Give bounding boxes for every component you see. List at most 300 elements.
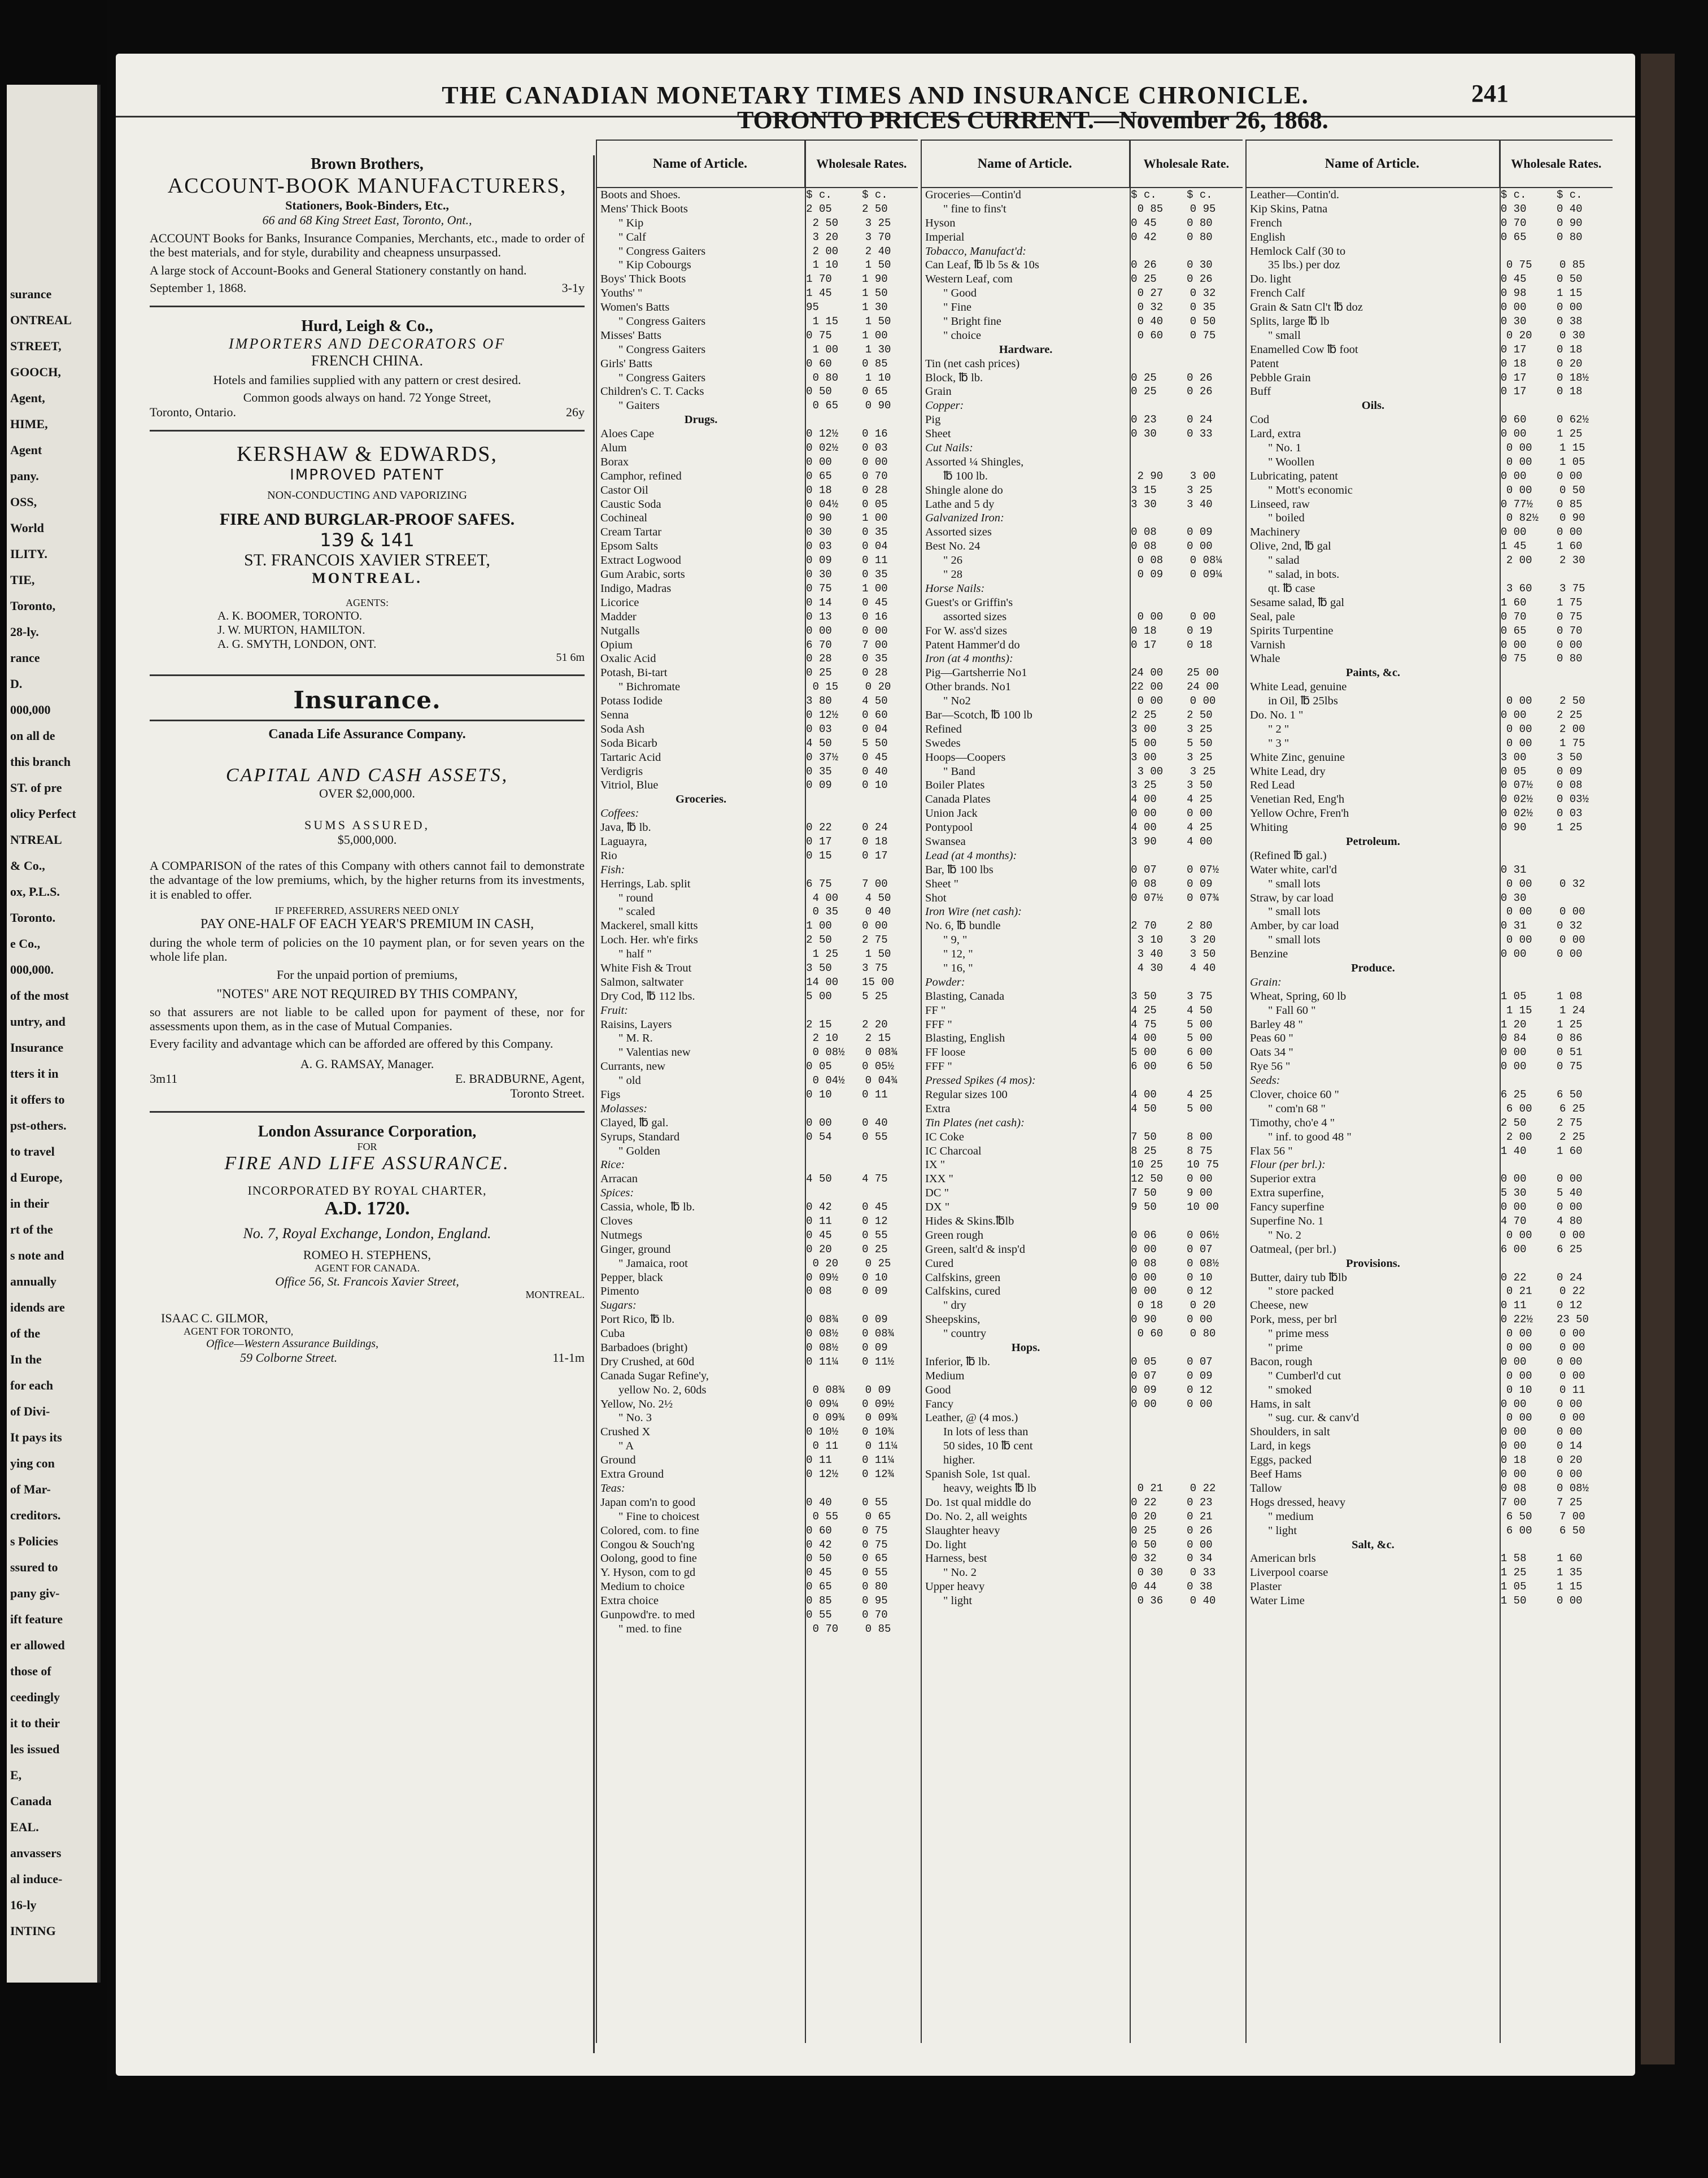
rate-low: 0 85 bbox=[806, 1595, 832, 1608]
article-name: " No. 2 bbox=[1268, 1229, 1302, 1242]
rate-low: 0 35 bbox=[806, 765, 832, 778]
article-name: Children's C. T. Cacks bbox=[600, 385, 704, 398]
article-name: " store packed bbox=[1268, 1285, 1334, 1298]
rate-low: 1 50 bbox=[1500, 1595, 1527, 1608]
rate-high: 0 95 bbox=[862, 1595, 888, 1608]
rate-high: 0 35 bbox=[862, 526, 888, 539]
rate-high: 25 00 bbox=[1187, 667, 1219, 679]
rate-low: 8 25 bbox=[1131, 1144, 1157, 1157]
price-row bbox=[1245, 1496, 1613, 1510]
article-name: Eggs, packed bbox=[1250, 1454, 1312, 1467]
price-row bbox=[921, 1341, 1243, 1355]
rate-high: 3 20 bbox=[1190, 934, 1216, 947]
rate-high: 3 00 bbox=[1190, 469, 1216, 482]
rate-high bbox=[865, 1144, 918, 1158]
article-name: Western Leaf, com bbox=[925, 273, 1013, 286]
article-name: Spanish Sole, 1st qual. bbox=[925, 1468, 1031, 1481]
article-name: Water Lime bbox=[1250, 1595, 1305, 1608]
rate-high: 0 00 bbox=[1556, 469, 1583, 482]
price-row bbox=[921, 1257, 1243, 1271]
rate-low: 5 00 bbox=[806, 990, 832, 1003]
price-row bbox=[921, 990, 1243, 1004]
rate-low: 0 00 bbox=[1131, 1271, 1157, 1284]
price-row bbox=[1245, 1018, 1613, 1032]
article-name: " Bichromate bbox=[618, 681, 681, 694]
article-name: Canada Sugar Refine'y, bbox=[600, 1369, 709, 1382]
article-name: Blasting, English bbox=[925, 1032, 1005, 1045]
article-name: IXX " bbox=[925, 1173, 953, 1186]
price-row bbox=[1245, 835, 1613, 849]
prev-page-fragment: EAL. bbox=[10, 1820, 39, 1834]
rate-low: 0 36 bbox=[1137, 1595, 1164, 1608]
ad-line: CAPITAL AND CASH ASSETS, bbox=[225, 765, 509, 786]
rate-high: 0 00 bbox=[862, 455, 888, 468]
price-row bbox=[1245, 427, 1613, 441]
rate-high: 2 30 bbox=[1559, 554, 1585, 567]
article-name: Hyson bbox=[925, 216, 956, 229]
price-row bbox=[1245, 1144, 1613, 1158]
rate-low: 3 00 bbox=[1131, 751, 1157, 764]
price-row bbox=[1245, 1158, 1613, 1172]
prev-page-fragment: In the bbox=[10, 1352, 42, 1366]
article-name: " Good bbox=[943, 287, 977, 300]
article-name: Hoops—Coopers bbox=[925, 751, 1006, 764]
price-row bbox=[1245, 1552, 1613, 1566]
rate-low: 0 20 bbox=[1131, 1510, 1157, 1523]
price-row bbox=[596, 511, 918, 525]
rate-high: 1 50 bbox=[865, 948, 891, 961]
article-name: Extra superfine, bbox=[1250, 1187, 1324, 1200]
article-name: Pressed Spikes (4 mos): bbox=[925, 1074, 1036, 1087]
rate-low bbox=[1126, 905, 1187, 919]
rate-high: 5 00 bbox=[1187, 1018, 1213, 1031]
rate-low: 2 15 bbox=[806, 1018, 832, 1031]
price-row bbox=[596, 1524, 918, 1538]
article-name: Tin Plates (net cash): bbox=[925, 1116, 1025, 1129]
rate-low: 4 75 bbox=[1131, 1018, 1157, 1031]
rate-high: 0 70 bbox=[862, 469, 888, 482]
rate-low: 0 54 bbox=[806, 1130, 832, 1143]
prev-page-fragment: D. bbox=[10, 677, 23, 691]
article-name: " No. 3 bbox=[618, 1412, 652, 1425]
price-row bbox=[596, 737, 918, 751]
rate-low: 3 50 bbox=[806, 961, 832, 974]
article-name: Women's Batts bbox=[600, 301, 670, 314]
rate-high: 0 12 bbox=[1556, 1299, 1583, 1312]
rate-low: 95 bbox=[806, 301, 819, 314]
prev-page-fragment: on all de bbox=[10, 729, 55, 743]
article-name: Fancy superfine bbox=[1250, 1201, 1324, 1214]
rate-low: 4 50 bbox=[806, 737, 832, 750]
rate-high: 0 19 bbox=[1187, 624, 1213, 637]
article-name: " inf. to good 48 " bbox=[1268, 1130, 1352, 1143]
ad-body: A large stock of Account-Books and General Stationery constantly on hand. bbox=[150, 263, 527, 277]
rate-low: 10 25 bbox=[1131, 1158, 1164, 1171]
article-name: Wheat, Spring, 60 lb bbox=[1250, 990, 1347, 1003]
price-row bbox=[596, 286, 918, 300]
rate-high: 5 50 bbox=[862, 737, 888, 750]
rate-low: 3 40 bbox=[1137, 948, 1164, 961]
price-row bbox=[1245, 722, 1613, 737]
article-name: Harness, best bbox=[925, 1552, 987, 1565]
price-row bbox=[596, 990, 918, 1004]
article-name: Buff bbox=[1250, 385, 1271, 398]
rate-low: 0 18 bbox=[806, 483, 832, 496]
price-row bbox=[921, 413, 1243, 427]
rate-high bbox=[1557, 1158, 1613, 1172]
rate-low: 1 45 bbox=[1500, 540, 1527, 553]
rate-low: 0 00 bbox=[1500, 948, 1527, 961]
article-name: Mackerel, small kitts bbox=[600, 920, 698, 933]
article-name: Hides & Skins.℔lb bbox=[925, 1215, 1014, 1228]
article-name: Pepper, black bbox=[600, 1271, 663, 1284]
price-row bbox=[1245, 1172, 1613, 1186]
article-name: FFF " bbox=[925, 1060, 952, 1073]
prev-page-fragment: er allowed bbox=[10, 1638, 65, 1652]
prev-page-fragment: of Divi- bbox=[10, 1404, 50, 1418]
article-name: " 9, " bbox=[943, 934, 968, 947]
rate-high: 4 25 bbox=[1187, 1088, 1213, 1101]
rate-low: 1 15 bbox=[1506, 1004, 1532, 1017]
article-name: Tobacco, Manufact'd: bbox=[925, 245, 1026, 258]
article-name: Machinery bbox=[1250, 526, 1300, 539]
article-name: Indigo, Madras bbox=[600, 582, 672, 595]
prev-page-fragment: of the bbox=[10, 1326, 41, 1340]
price-row bbox=[921, 694, 1243, 708]
rate-low: 1 00 bbox=[812, 343, 839, 356]
article-name: Coffees: bbox=[600, 807, 639, 820]
prev-page-fragment: ift feature bbox=[10, 1612, 63, 1626]
price-row bbox=[921, 202, 1243, 216]
rate-low: 2 00 bbox=[812, 245, 839, 258]
rate-high: 0 24 bbox=[862, 821, 888, 834]
rate-low: 0 32 bbox=[1131, 1552, 1157, 1565]
rate-low: 0 80 bbox=[812, 371, 839, 384]
rate-low: 6 70 bbox=[806, 638, 832, 651]
rate-low: 0 03 bbox=[806, 540, 832, 553]
price-row bbox=[921, 230, 1243, 245]
rate-low: 4 70 bbox=[1500, 1215, 1527, 1228]
rate-low: 1 00 bbox=[806, 920, 832, 933]
price-row bbox=[921, 1411, 1243, 1425]
rate-high: 0 70 bbox=[1556, 624, 1583, 637]
prev-page-fragment: GOOCH, bbox=[10, 365, 61, 379]
price-row bbox=[1245, 399, 1613, 413]
rate-low bbox=[1133, 1439, 1190, 1453]
price-row bbox=[596, 680, 918, 694]
article-name: Nutmegs bbox=[600, 1229, 643, 1242]
price-row bbox=[1245, 863, 1613, 877]
header-article: Name of Article. bbox=[652, 156, 747, 171]
price-row bbox=[921, 737, 1243, 751]
price-row bbox=[596, 877, 918, 891]
article-name: Salmon, saltwater bbox=[600, 975, 683, 988]
rate-low: 0 05 bbox=[806, 1060, 832, 1073]
article-name: Crushed X bbox=[600, 1426, 651, 1439]
prev-page-fragment: to travel bbox=[10, 1144, 55, 1158]
rate-high: 0 00 bbox=[1559, 1229, 1585, 1242]
article-name: Lard, extra bbox=[1250, 428, 1301, 441]
ad-body: during the whole term of policies on the 10 payment plan, or for seven years on the whole life plan. bbox=[150, 935, 585, 964]
article-name: Vitriol, Blue bbox=[600, 779, 659, 792]
ad-line: MONTREAL. bbox=[525, 1288, 585, 1300]
price-row bbox=[596, 498, 918, 512]
article-name: Grain: bbox=[1250, 975, 1282, 988]
rate-high: 0 12¾ bbox=[862, 1468, 895, 1481]
article-name: Potass Iodide bbox=[600, 695, 663, 708]
price-row bbox=[921, 1552, 1243, 1566]
price-row bbox=[596, 1622, 918, 1636]
rate-high: 0 10 bbox=[862, 1271, 888, 1284]
article-name: " com'n 68 " bbox=[1268, 1102, 1326, 1115]
rate-low: 0 00 bbox=[1500, 1046, 1527, 1059]
rate-high: 0 55 bbox=[862, 1496, 888, 1509]
price-column bbox=[596, 140, 918, 1636]
price-row bbox=[596, 722, 918, 737]
rate-high: 0 26 bbox=[1187, 385, 1213, 398]
rate-high: 1 30 bbox=[865, 343, 891, 356]
rate-high bbox=[1187, 1341, 1243, 1355]
prev-page-fragment: 000,000. bbox=[10, 962, 54, 977]
rate-high: 0 00 bbox=[1187, 540, 1213, 553]
price-row bbox=[596, 961, 918, 975]
ad-line: No. 7, Royal Exchange, London, England. bbox=[243, 1225, 491, 1242]
article-name: Camphor, refined bbox=[600, 469, 682, 482]
rate-low: 0 22½ bbox=[1500, 1313, 1533, 1326]
price-row bbox=[1245, 413, 1613, 427]
column-rule bbox=[596, 140, 597, 2043]
price-row bbox=[1245, 919, 1613, 933]
rate-high: 4 50 bbox=[1187, 1004, 1213, 1017]
price-row bbox=[596, 1144, 918, 1158]
article-name: Assorted sizes bbox=[925, 526, 992, 539]
rate-low: 0 08½ bbox=[812, 1046, 845, 1059]
article-name: Rye 56 " bbox=[1250, 1060, 1291, 1073]
rate-high: 0 34 bbox=[1187, 1552, 1213, 1565]
article-name: Patent bbox=[1250, 357, 1279, 370]
rate-high bbox=[862, 1299, 918, 1313]
prev-page-fragment: E, bbox=[10, 1768, 22, 1782]
price-row bbox=[1245, 933, 1613, 947]
price-row bbox=[1245, 1369, 1613, 1383]
rate-high: 0 25 bbox=[865, 1257, 891, 1270]
rate-high: 0 35 bbox=[1190, 301, 1216, 314]
rate-low: 0 08 bbox=[1131, 540, 1157, 553]
rate-high: 1 50 bbox=[865, 259, 891, 272]
article-name: FFF " bbox=[925, 1018, 952, 1031]
rate-low: 0 18 bbox=[1500, 357, 1527, 370]
rate-low: 2 70 bbox=[1131, 920, 1157, 933]
rate-high: 0 20 bbox=[1556, 357, 1583, 370]
rate-high: 4 50 bbox=[862, 695, 888, 708]
ad-hurd-leigh bbox=[150, 317, 585, 432]
rate-low: 0 09¾ bbox=[812, 1412, 845, 1425]
article-name: Horse Nails: bbox=[925, 582, 985, 595]
article-name: Rio bbox=[600, 849, 617, 862]
rate-high bbox=[862, 1186, 918, 1200]
price-row bbox=[596, 1453, 918, 1467]
article-name: IC Coke bbox=[925, 1130, 964, 1143]
article-name: " small lots bbox=[1268, 905, 1321, 918]
article-name: Girls' Batts bbox=[600, 357, 652, 370]
price-row bbox=[921, 1313, 1243, 1327]
signature: E. BRADBURNE, Agent, bbox=[455, 1071, 585, 1086]
prev-page-fragment: ONTREAL bbox=[10, 313, 72, 327]
rate-low bbox=[1126, 1214, 1187, 1229]
prev-page-fragment: 000,000 bbox=[10, 703, 51, 717]
rate-high: 0 65 bbox=[862, 1552, 888, 1565]
rate-low bbox=[801, 807, 862, 821]
article-name: Arracan bbox=[600, 1173, 638, 1186]
prev-page-fragment: NTREAL bbox=[10, 833, 62, 847]
rate-low: 0 30 bbox=[1137, 1566, 1164, 1579]
rate-low: 1 15 bbox=[812, 315, 839, 328]
rate-low bbox=[1126, 455, 1187, 469]
rate-high: 0 00 bbox=[1556, 1173, 1583, 1186]
prev-page-fragment: it offers to bbox=[10, 1092, 65, 1107]
price-row bbox=[1245, 1425, 1613, 1439]
rate-low: 0 27 bbox=[1137, 287, 1164, 300]
rate-low bbox=[801, 1158, 862, 1172]
article-name: Spices: bbox=[600, 1187, 634, 1200]
ad-line: IF PREFERRED, ASSURERS NEED ONLY bbox=[274, 905, 460, 917]
price-row bbox=[596, 1341, 918, 1355]
article-name: in Oil, ℔ 25lbs bbox=[1268, 695, 1338, 708]
rate-low: 0 11¼ bbox=[806, 1355, 839, 1368]
rate-low: 3 80 bbox=[806, 695, 832, 708]
rate-low: 0 60 bbox=[1500, 413, 1527, 426]
price-row bbox=[596, 919, 918, 933]
rate-high: 0 80 bbox=[1187, 216, 1213, 229]
article-name: Cochineal bbox=[600, 512, 648, 525]
price-row bbox=[596, 835, 918, 849]
price-row bbox=[596, 905, 918, 919]
price-row bbox=[596, 554, 918, 568]
price-row bbox=[596, 315, 918, 329]
rate-low bbox=[1496, 666, 1557, 680]
rate-low: 1 10 bbox=[812, 259, 839, 272]
header-rates: Wholesale Rate. bbox=[1129, 141, 1243, 187]
rate-high: $ c. bbox=[862, 189, 888, 201]
rate-high: 0 00 bbox=[862, 624, 888, 637]
rate-high: 1 24 bbox=[1559, 1004, 1585, 1017]
rate-low: 0 07 bbox=[1131, 1369, 1157, 1382]
rate-high: 2 50 bbox=[862, 202, 888, 215]
rate-low: 0 45 bbox=[1500, 273, 1527, 286]
price-row bbox=[596, 947, 918, 961]
price-row bbox=[596, 329, 918, 343]
article-name: " Congress Gaiters bbox=[618, 245, 706, 258]
price-row bbox=[921, 1088, 1243, 1102]
rate-high: 0 00 bbox=[1559, 1327, 1585, 1340]
article-name: Laguayra, bbox=[600, 835, 647, 848]
price-row bbox=[596, 413, 918, 427]
price-row bbox=[1245, 483, 1613, 498]
price-row bbox=[596, 1158, 918, 1172]
ad-line: 72 Yonge Street, bbox=[408, 390, 491, 405]
article-name: Do. No. 2, all weights bbox=[925, 1510, 1027, 1523]
article-name: " boiled bbox=[1268, 512, 1305, 525]
price-row bbox=[1245, 343, 1613, 357]
rate-low: 0 20 bbox=[1506, 329, 1532, 342]
article-name: Upper heavy bbox=[925, 1580, 985, 1593]
rate-high: 1 15 bbox=[1559, 442, 1585, 455]
rate-high: 0 00 bbox=[1556, 948, 1583, 961]
rate-low: 0 40 bbox=[1137, 315, 1164, 328]
rate-low: 0 70 bbox=[812, 1622, 839, 1635]
rate-high: 0 00 bbox=[1556, 1426, 1583, 1439]
ad-london-assurance bbox=[150, 1123, 585, 1365]
price-row bbox=[1245, 947, 1613, 961]
article-name: Imperial bbox=[925, 230, 965, 243]
rate-high: 7 00 bbox=[862, 638, 888, 651]
price-row bbox=[596, 1355, 918, 1369]
article-name: Opium bbox=[600, 638, 633, 651]
prev-page-fragment: ceedingly bbox=[10, 1690, 60, 1704]
article-name: Good bbox=[925, 1383, 951, 1396]
price-row bbox=[596, 1496, 918, 1510]
price-row bbox=[1245, 596, 1613, 610]
rate-low: 6 50 bbox=[1506, 1510, 1532, 1523]
price-row bbox=[921, 441, 1243, 455]
ad-line: INCORPORATED BY ROYAL CHARTER, bbox=[247, 1183, 487, 1197]
price-row bbox=[1245, 315, 1613, 329]
rate-high: 0 80 bbox=[1556, 230, 1583, 243]
article-name: French Calf bbox=[1250, 287, 1305, 300]
ad-code: 3m11 bbox=[150, 1071, 178, 1086]
rate-low: 0 00 bbox=[1500, 1468, 1527, 1481]
rate-high: 0 05½ bbox=[862, 1060, 895, 1073]
rate-high: 0 04 bbox=[862, 722, 888, 735]
prev-page-fragment: Agent, bbox=[10, 391, 45, 405]
price-row bbox=[921, 1299, 1243, 1313]
rate-high: 0 11 bbox=[1559, 1383, 1585, 1396]
rate-low bbox=[1133, 1425, 1190, 1439]
newspaper-page bbox=[116, 54, 1635, 2076]
rate-high bbox=[1557, 1538, 1613, 1552]
rate-high: 0 08¼ bbox=[1190, 554, 1222, 567]
price-row bbox=[921, 1144, 1243, 1158]
rate-high: 1 15 bbox=[1556, 287, 1583, 300]
price-row bbox=[596, 1046, 918, 1060]
article-name: Whale bbox=[1250, 652, 1280, 665]
ad-line: FOR bbox=[357, 1140, 377, 1152]
rate-low: 0 00 bbox=[1500, 1426, 1527, 1439]
ad-code: 3-1y bbox=[561, 280, 585, 295]
price-row bbox=[921, 1102, 1243, 1116]
rate-high: 5 00 bbox=[1187, 1102, 1213, 1115]
article-name: Licorice bbox=[600, 596, 639, 609]
article-name: English bbox=[1250, 230, 1286, 243]
price-row bbox=[596, 1482, 918, 1496]
prev-page-fragment: 16-ly bbox=[10, 1898, 37, 1912]
article-name: Cassia, whole, ℔ lb. bbox=[600, 1201, 695, 1214]
rate-low: 0 12½ bbox=[806, 708, 839, 721]
rate-high: 4 25 bbox=[1187, 821, 1213, 834]
rate-high: 24 00 bbox=[1187, 681, 1219, 694]
rate-high bbox=[1187, 245, 1243, 259]
price-row bbox=[921, 1130, 1243, 1144]
rate-high: 0 00 bbox=[1556, 1468, 1583, 1481]
ad-line: 59 Colborne Street. bbox=[240, 1350, 338, 1365]
rate-high: 0 21 bbox=[1187, 1510, 1213, 1523]
price-row bbox=[921, 1018, 1243, 1032]
price-row bbox=[1245, 286, 1613, 300]
price-row bbox=[921, 385, 1243, 399]
rate-high: 0 80 bbox=[1556, 652, 1583, 665]
rate-high: 7 25 bbox=[1556, 1496, 1583, 1509]
article-name: Pimento bbox=[600, 1285, 639, 1298]
